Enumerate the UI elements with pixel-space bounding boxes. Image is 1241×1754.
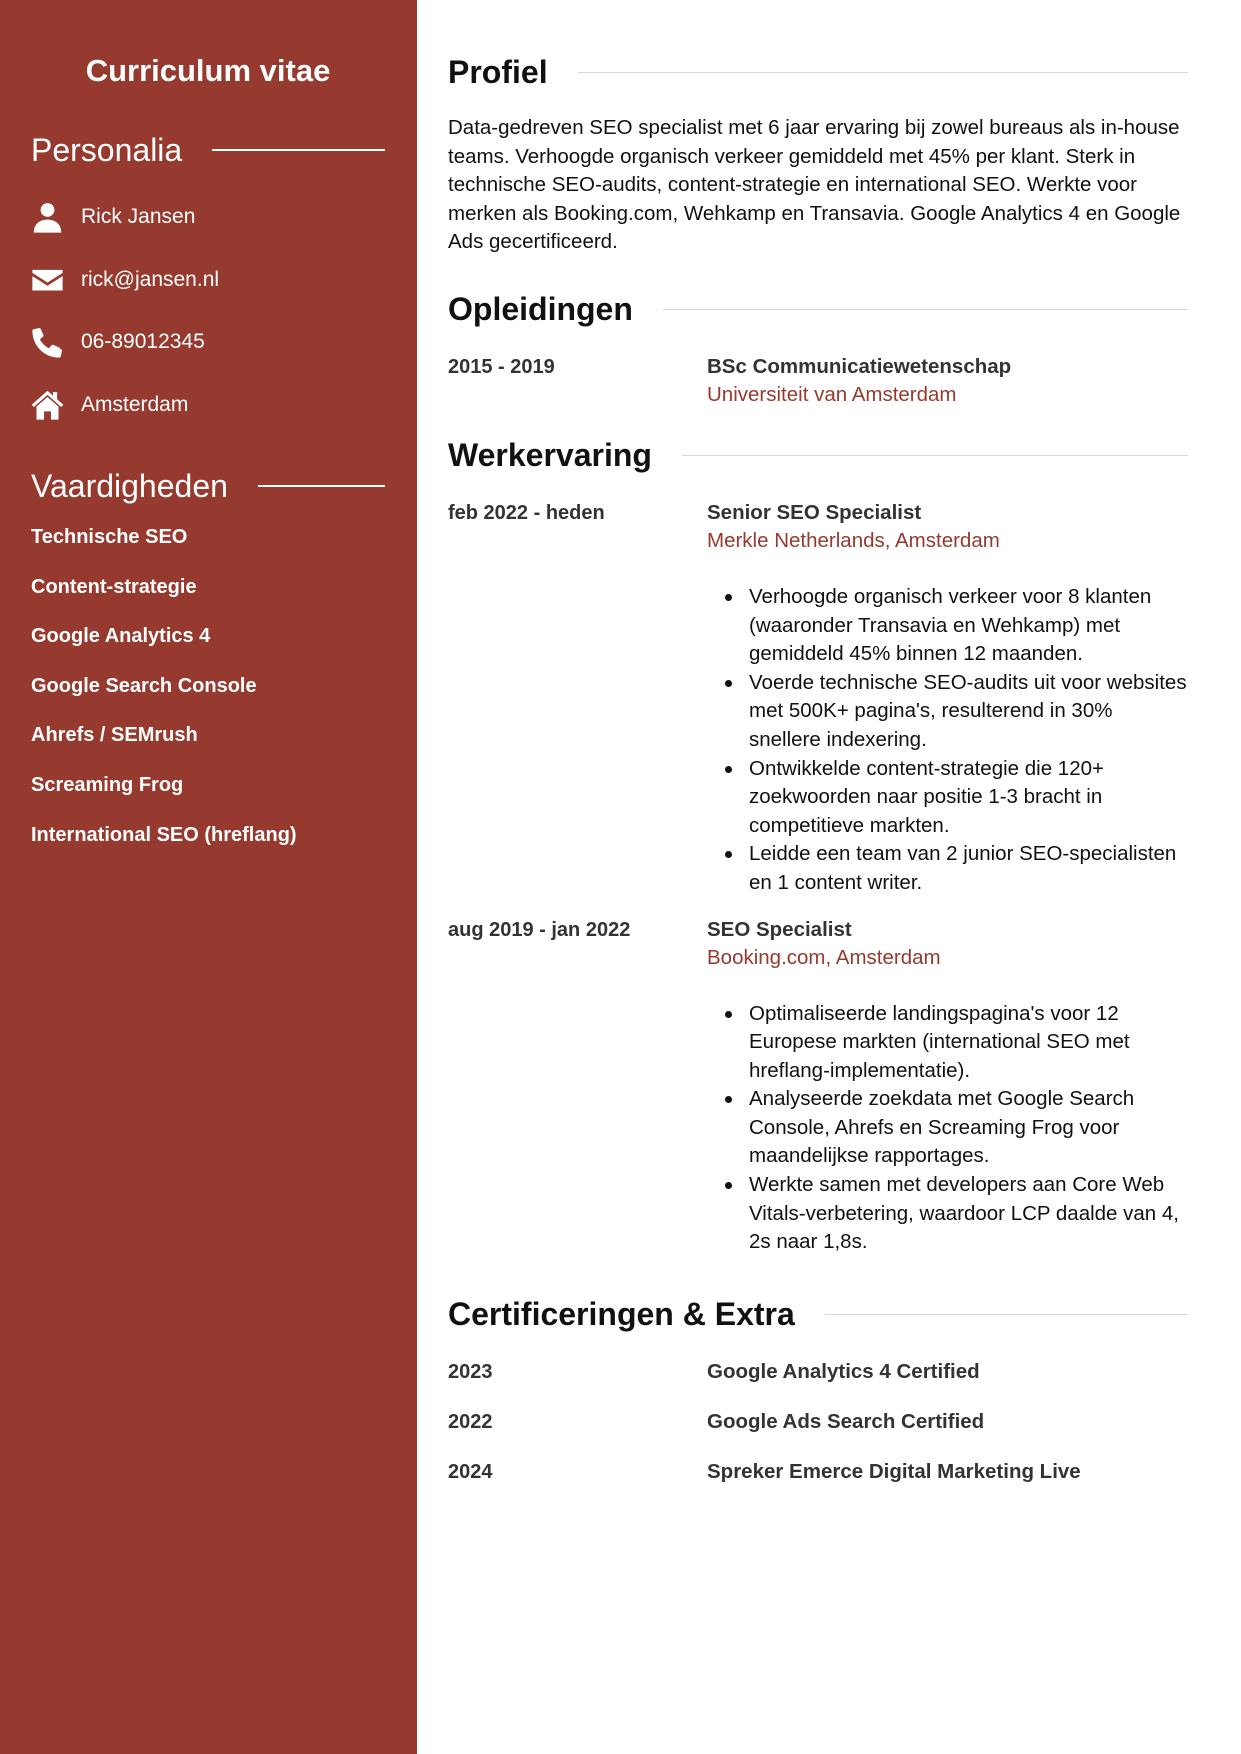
skill-item: Technische SEO bbox=[31, 526, 188, 548]
job-bullet: Leidde een team van 2 junior SEO-specialisten en 1 content writer. bbox=[749, 840, 1188, 897]
education-entry bbox=[448, 353, 1188, 409]
skill-item: Screaming Frog bbox=[31, 773, 184, 796]
job-title: SEO Specialist bbox=[707, 917, 852, 941]
personal-heading bbox=[31, 128, 385, 172]
job-details bbox=[707, 916, 1188, 1257]
certification-title: Google Ads Search Certified bbox=[707, 1409, 985, 1433]
profile-heading-label: Profiel bbox=[448, 53, 548, 90]
skill-item: Ahrefs / SEMrush bbox=[31, 724, 198, 747]
skill-item: International SEO (hreflang) bbox=[31, 823, 297, 846]
job-bullets bbox=[707, 583, 1188, 898]
job-bullet: Verhoogde organisch verkeer voor 8 klanten (waaronder Transavia en Wehkamp) met gemiddeld 45% binnen 12 maanden. bbox=[749, 583, 1188, 669]
education-heading-label: Opleidingen bbox=[448, 291, 633, 328]
personal-heading-label: Personalia bbox=[31, 131, 183, 168]
contact-phone bbox=[31, 311, 385, 374]
job-company: Merkle Netherlands, Amsterdam bbox=[707, 528, 1000, 552]
main-content bbox=[448, 0, 1188, 1492]
contact-list bbox=[31, 186, 385, 436]
education-institution: Universiteit van Amsterdam bbox=[707, 382, 957, 406]
contact-email-text[interactable]: rick@jansen.nl bbox=[81, 267, 220, 291]
person-icon bbox=[31, 201, 64, 234]
profile-text: Data-gedreven SEO specialist met 6 jaar ervaring bij zowel bureaus als in-house teams. Verhoogde organisch verkeer gemiddeld met 45% per klant. Sterk in technische SEO-audits, content-strategie en international SEO. Werkte voor merken als Booking.com, Wehkamp en Transavia. Google Analytics 4 en Google Ads gecertificeerd. bbox=[448, 116, 1181, 254]
profile-section bbox=[448, 49, 1188, 257]
certification-details bbox=[707, 1358, 1188, 1392]
job-entry bbox=[448, 499, 1188, 898]
job-bullet: Voerde technische SEO-audits uit voor websites met 500K+ pagina's, resulterend in 30% snellere indexering. bbox=[749, 669, 1188, 755]
home-icon bbox=[31, 388, 64, 421]
education-section bbox=[448, 287, 1188, 409]
education-title: BSc Communicatiewetenschap bbox=[707, 354, 1012, 378]
job-details bbox=[707, 499, 1188, 898]
personal-heading-rule bbox=[212, 149, 385, 151]
experience-section bbox=[448, 433, 1188, 1257]
job-bullet: Ontwikkelde content-strategie die 120+ zoekwoorden naar positie 1-3 bracht in competitieve markten. bbox=[749, 755, 1188, 841]
job-period: aug 2019 - jan 2022 bbox=[448, 918, 631, 941]
certification-details bbox=[707, 1458, 1188, 1492]
contact-email bbox=[31, 249, 385, 312]
contact-location bbox=[31, 374, 385, 437]
job-company: Booking.com, Amsterdam bbox=[707, 945, 941, 969]
job-bullets bbox=[707, 1000, 1188, 1257]
profile-heading bbox=[448, 49, 1188, 95]
skill-item: Content-strategie bbox=[31, 575, 197, 598]
education-period: 2015 - 2019 bbox=[448, 355, 555, 378]
education-heading bbox=[448, 287, 1188, 333]
job-title: Senior SEO Specialist bbox=[707, 500, 922, 524]
certification-details bbox=[707, 1408, 1188, 1442]
certification-entry bbox=[448, 1408, 1188, 1442]
skill-item: Google Analytics 4 bbox=[31, 625, 211, 648]
contact-name-text: Rick Jansen bbox=[81, 205, 196, 229]
experience-heading-rule bbox=[682, 455, 1188, 456]
job-entry bbox=[448, 916, 1188, 1257]
certification-year: 2024 bbox=[448, 1460, 493, 1483]
phone-icon bbox=[31, 326, 64, 359]
envelope-icon bbox=[31, 263, 64, 296]
education-heading-rule bbox=[663, 309, 1188, 310]
certification-title: Google Analytics 4 Certified bbox=[707, 1359, 980, 1383]
sidebar bbox=[0, 0, 417, 1754]
contact-name bbox=[31, 186, 385, 249]
skills-list bbox=[31, 522, 385, 869]
skills-heading-rule bbox=[258, 485, 385, 487]
job-bullet: Optimaliseerde landingspagina's voor 12 Europese markten (international SEO met hreflang-implementatie). bbox=[749, 1000, 1188, 1086]
contact-location-text: Amsterdam bbox=[81, 392, 189, 416]
cv-title: Curriculum vitae bbox=[85, 53, 331, 88]
certifications-heading-label: Certificeringen & Extra bbox=[448, 1296, 795, 1333]
certification-year: 2022 bbox=[448, 1410, 493, 1433]
certification-title: Spreker Emerce Digital Marketing Live bbox=[707, 1459, 1081, 1483]
certification-entry bbox=[448, 1458, 1188, 1492]
experience-heading-label: Werkervaring bbox=[448, 437, 652, 474]
job-bullet: Werkte samen met developers aan Core Web Vitals-verbetering, waardoor LCP daalde van 4, 2s naar 1,8s. bbox=[749, 1171, 1188, 1257]
certifications-heading bbox=[448, 1292, 1188, 1338]
skills-heading bbox=[31, 464, 385, 508]
certification-entry bbox=[448, 1358, 1188, 1392]
certification-year: 2023 bbox=[448, 1360, 493, 1383]
experience-heading bbox=[448, 433, 1188, 479]
contact-phone-text[interactable]: 06-89012345 bbox=[81, 330, 205, 354]
skill-item: Google Search Console bbox=[31, 674, 257, 697]
skills-heading-label: Vaardigheden bbox=[31, 467, 228, 504]
job-bullet: Analyseerde zoekdata met Google Search Console, Ahrefs en Screaming Frog voor maandelijkse rapportages. bbox=[749, 1085, 1188, 1171]
profile-heading-rule bbox=[578, 72, 1188, 73]
education-details bbox=[707, 353, 1188, 409]
job-period: feb 2022 - heden bbox=[448, 501, 605, 524]
certifications-heading-rule bbox=[825, 1314, 1188, 1315]
certifications-section bbox=[448, 1292, 1188, 1492]
